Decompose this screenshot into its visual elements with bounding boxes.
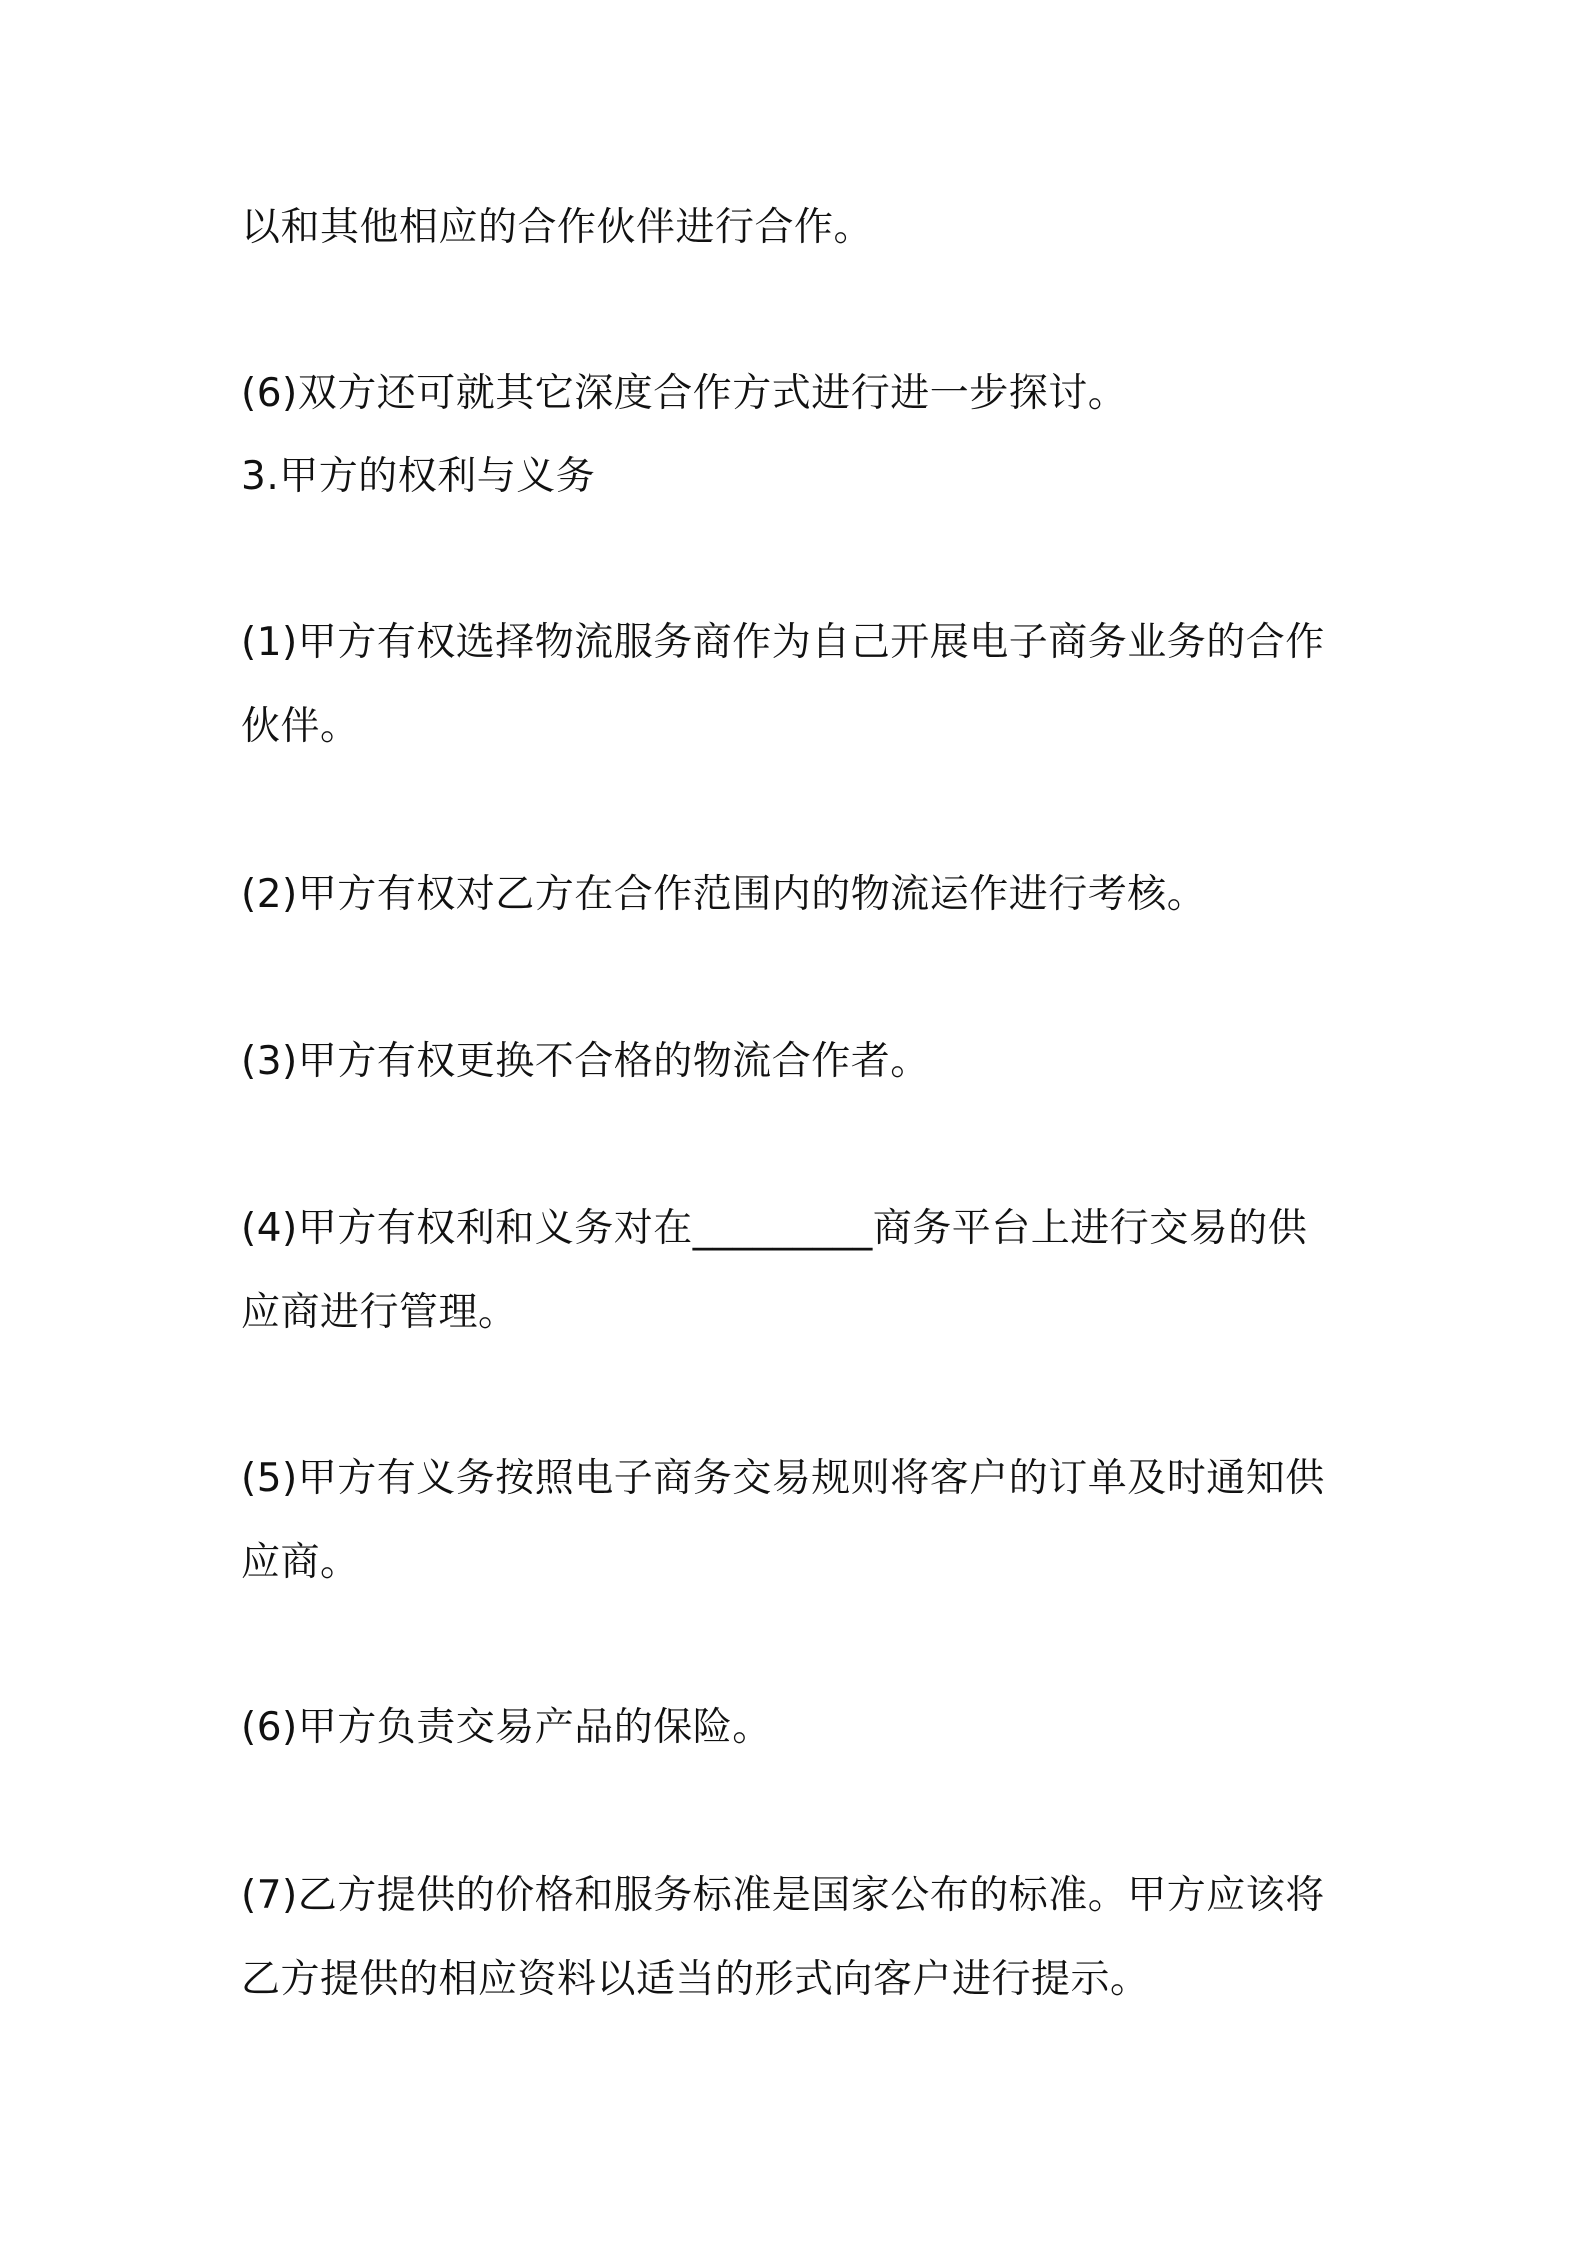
paragraph-line: 伙伴。: [241, 704, 360, 749]
paragraph-line: 乙方提供的相应资料以适当的形式向客户进行提示。: [241, 1957, 1150, 2002]
paragraph-line: 以和其他相应的合作伙伴进行合作。: [241, 205, 874, 250]
paragraph-line: (5)甲方有义务按照电子商务交易规则将客户的订单及时通知供: [241, 1456, 1325, 1501]
section-heading: 3.甲方的权利与义务: [241, 454, 596, 499]
paragraph-line: (7)乙方提供的价格和服务标准是国家公布的标准。甲方应该将: [241, 1873, 1325, 1918]
paragraph-line: 应商进行管理。: [241, 1290, 518, 1335]
paragraph-line: (6)双方还可就其它深度合作方式进行进一步探讨。: [241, 371, 1128, 416]
paragraph-line: (6)甲方负责交易产品的保险。: [241, 1705, 772, 1750]
paragraph-line: (2)甲方有权对乙方在合作范围内的物流运作进行考核。: [241, 872, 1207, 917]
paragraph-line: (4)甲方有权利和义务对在_________商务平台上进行交易的供: [241, 1206, 1308, 1251]
paragraph-line: (1)甲方有权选择物流服务商作为自己开展电子商务业务的合作: [241, 620, 1325, 665]
paragraph-line: (3)甲方有权更换不合格的物流合作者。: [241, 1039, 930, 1084]
paragraph-line: 应商。: [241, 1540, 360, 1585]
